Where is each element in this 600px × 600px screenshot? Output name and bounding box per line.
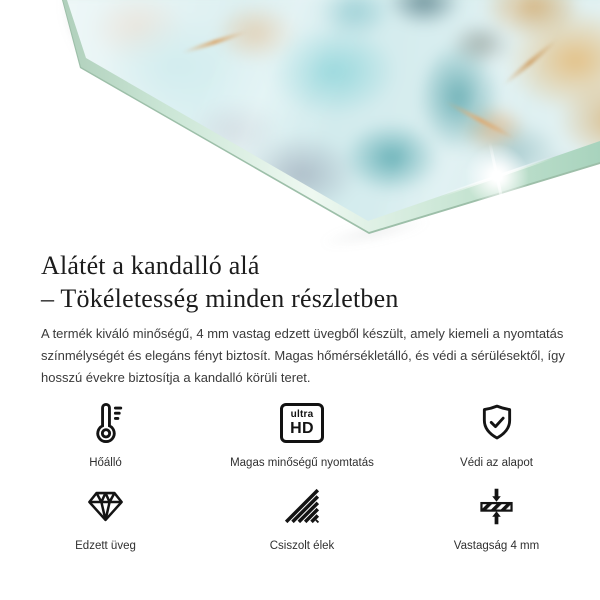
page-title-line2: – Tökéletesség minden részletben bbox=[41, 284, 399, 314]
thickness-icon bbox=[476, 482, 517, 530]
diamond-icon bbox=[84, 482, 127, 530]
feature-thickness bbox=[393, 482, 600, 552]
feature-label: Csiszolt élek bbox=[269, 540, 335, 552]
hero-section bbox=[0, 0, 600, 245]
feature-label: Hőálló bbox=[89, 457, 122, 469]
uhd-badge-top: ultra bbox=[290, 408, 314, 420]
product-description: A termék kiváló minőségű, 4 mm vastag edzett üvegből készült, amely kiemeli a nyomtatás színmélységét és elegáns fényt biztosít. Magas hőmérsékletálló, és védi a sérülésektől, így hosszú évekre biztosítja a kandalló körüli teret. bbox=[41, 326, 565, 385]
feature-label: Magas minőségű nyomtatás bbox=[230, 457, 374, 469]
page-title-line1: Alátét a kandalló alá bbox=[41, 251, 260, 281]
feature-label: Védi az alapot bbox=[460, 457, 533, 469]
feature-print-quality bbox=[211, 399, 393, 469]
feature-label: Edzett üveg bbox=[75, 540, 136, 552]
features-grid bbox=[0, 399, 600, 552]
page-title bbox=[41, 249, 581, 315]
feature-polished-edges bbox=[211, 482, 393, 552]
uhd-badge-bottom: HD bbox=[290, 419, 314, 437]
glass-reflection bbox=[0, 0, 600, 245]
feature-tempered-glass bbox=[0, 482, 211, 552]
thermometer-icon bbox=[83, 399, 129, 447]
feature-heat-resistant bbox=[0, 399, 211, 469]
feature-label: Vastagság 4 mm bbox=[453, 540, 540, 552]
polished-edges-icon bbox=[283, 482, 321, 530]
ultra-hd-icon bbox=[280, 399, 324, 447]
shield-check-icon bbox=[474, 399, 520, 447]
product-image-glass-panel bbox=[0, 0, 600, 245]
feature-protects-base bbox=[393, 399, 600, 469]
